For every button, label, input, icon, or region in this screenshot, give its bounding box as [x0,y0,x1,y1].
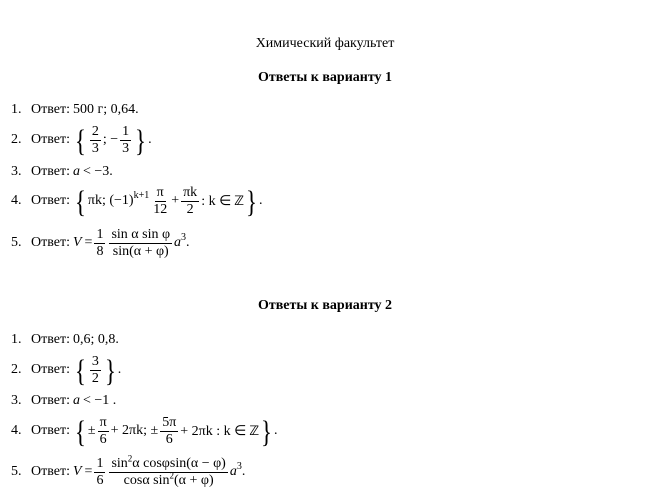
v1-answer-5 [11,228,190,258]
fraction: $\frac{\text{sin α sin φ}}{\sin(\alpha + \varphi)}$ [111,227,171,259]
v1-answer-2 [11,122,152,158]
answer-text: 0,6; 0,8. [72,332,119,347]
v2-answer-4 [11,413,278,449]
answer-label: Ответ: [31,102,70,117]
item-number: 4. [11,423,22,438]
v1-answer-3 [11,157,113,187]
v1-answer-4 [11,183,263,219]
item-number: 3. [11,164,22,179]
answer-math: { πk; (−1) k+1 $\frac{\pi}{12}$ + $\frac{\pi k}{2}$ : k ∈ ℤ } . [74,183,263,219]
fraction: $\frac{\pi k}{2}$ [183,185,198,217]
answer-label: Ответ: [31,362,70,377]
answer-math: a < −1 . [72,393,117,408]
fraction: $\frac{3}{2}$ [91,354,99,386]
v1-answer-1 [11,95,139,125]
answer-math: { ± $\frac{\pi}{6}$ + 2πk; ± $\frac{5\pi}{6}$ + 2πk : k ∈ ℤ } . [74,413,278,449]
fraction: $\frac{1}{8}$ [96,227,104,259]
v2-answer-3 [11,386,116,416]
fraction: $\frac{\pi}{6}$ [99,415,107,447]
answer-label: Ответ: [31,423,70,438]
item-number: 1. [11,102,22,117]
answer-text: 500 г; 0,64. [72,102,139,117]
answer-math: V = $\frac{1}{8}$ $\frac{\text{sin α sin φ}}{\sin(\alpha + \varphi)}$ a 3 . [72,227,190,259]
answer-label: Ответ: [31,132,70,147]
faculty-title: Химический факультет [255,36,395,51]
answer-math: { $\frac{3}{2}$ } . [74,352,122,388]
answer-label: Ответ: [31,164,70,179]
v2-answer-1 [11,325,119,355]
item-number: 2. [11,132,22,147]
v2-answer-5 [11,453,246,488]
answer-math: a < −3. [72,164,113,179]
answer-label: Ответ: [31,464,70,479]
item-number: 4. [11,193,22,208]
item-number: 5. [11,464,22,479]
fraction: $\frac{5\pi}{6}$ [162,415,177,447]
fraction: $\frac{1}{3}$ [122,124,130,156]
item-number: 5. [11,235,22,250]
answer-label: Ответ: [31,393,70,408]
answer-math: { $\frac{2}{3}$ ; − $\frac{1}{3}$ } . [74,122,152,158]
answer-label: Ответ: [31,193,70,208]
v2-answer-2 [11,352,122,388]
variant2-heading: Ответы к варианту 2 [257,298,393,313]
fraction: $\frac{2}{3}$ [91,124,99,156]
answer-math: V = $\frac{1}{6}$ $\frac{\sin^2\alpha \cos\varphi\sin(\alpha - \varphi)}{\cos\alpha \sin^2(\alpha + \varphi)}$ a 3 . [72,453,246,488]
variant1-heading: Ответы к варианту 1 [257,70,393,85]
item-number: 2. [11,362,22,377]
answer-label: Ответ: [31,235,70,250]
fraction: $\frac{\sin^2\alpha \cos\varphi\sin(\alpha - \varphi)}{\cos\alpha \sin^2(\alpha + \varphi)}$ [111,453,226,488]
answer-label: Ответ: [31,332,70,347]
fraction: $\frac{1}{6}$ [96,456,104,488]
fraction: $\frac{\pi}{12}$ [153,185,168,217]
item-number: 1. [11,332,22,347]
item-number: 3. [11,393,22,408]
